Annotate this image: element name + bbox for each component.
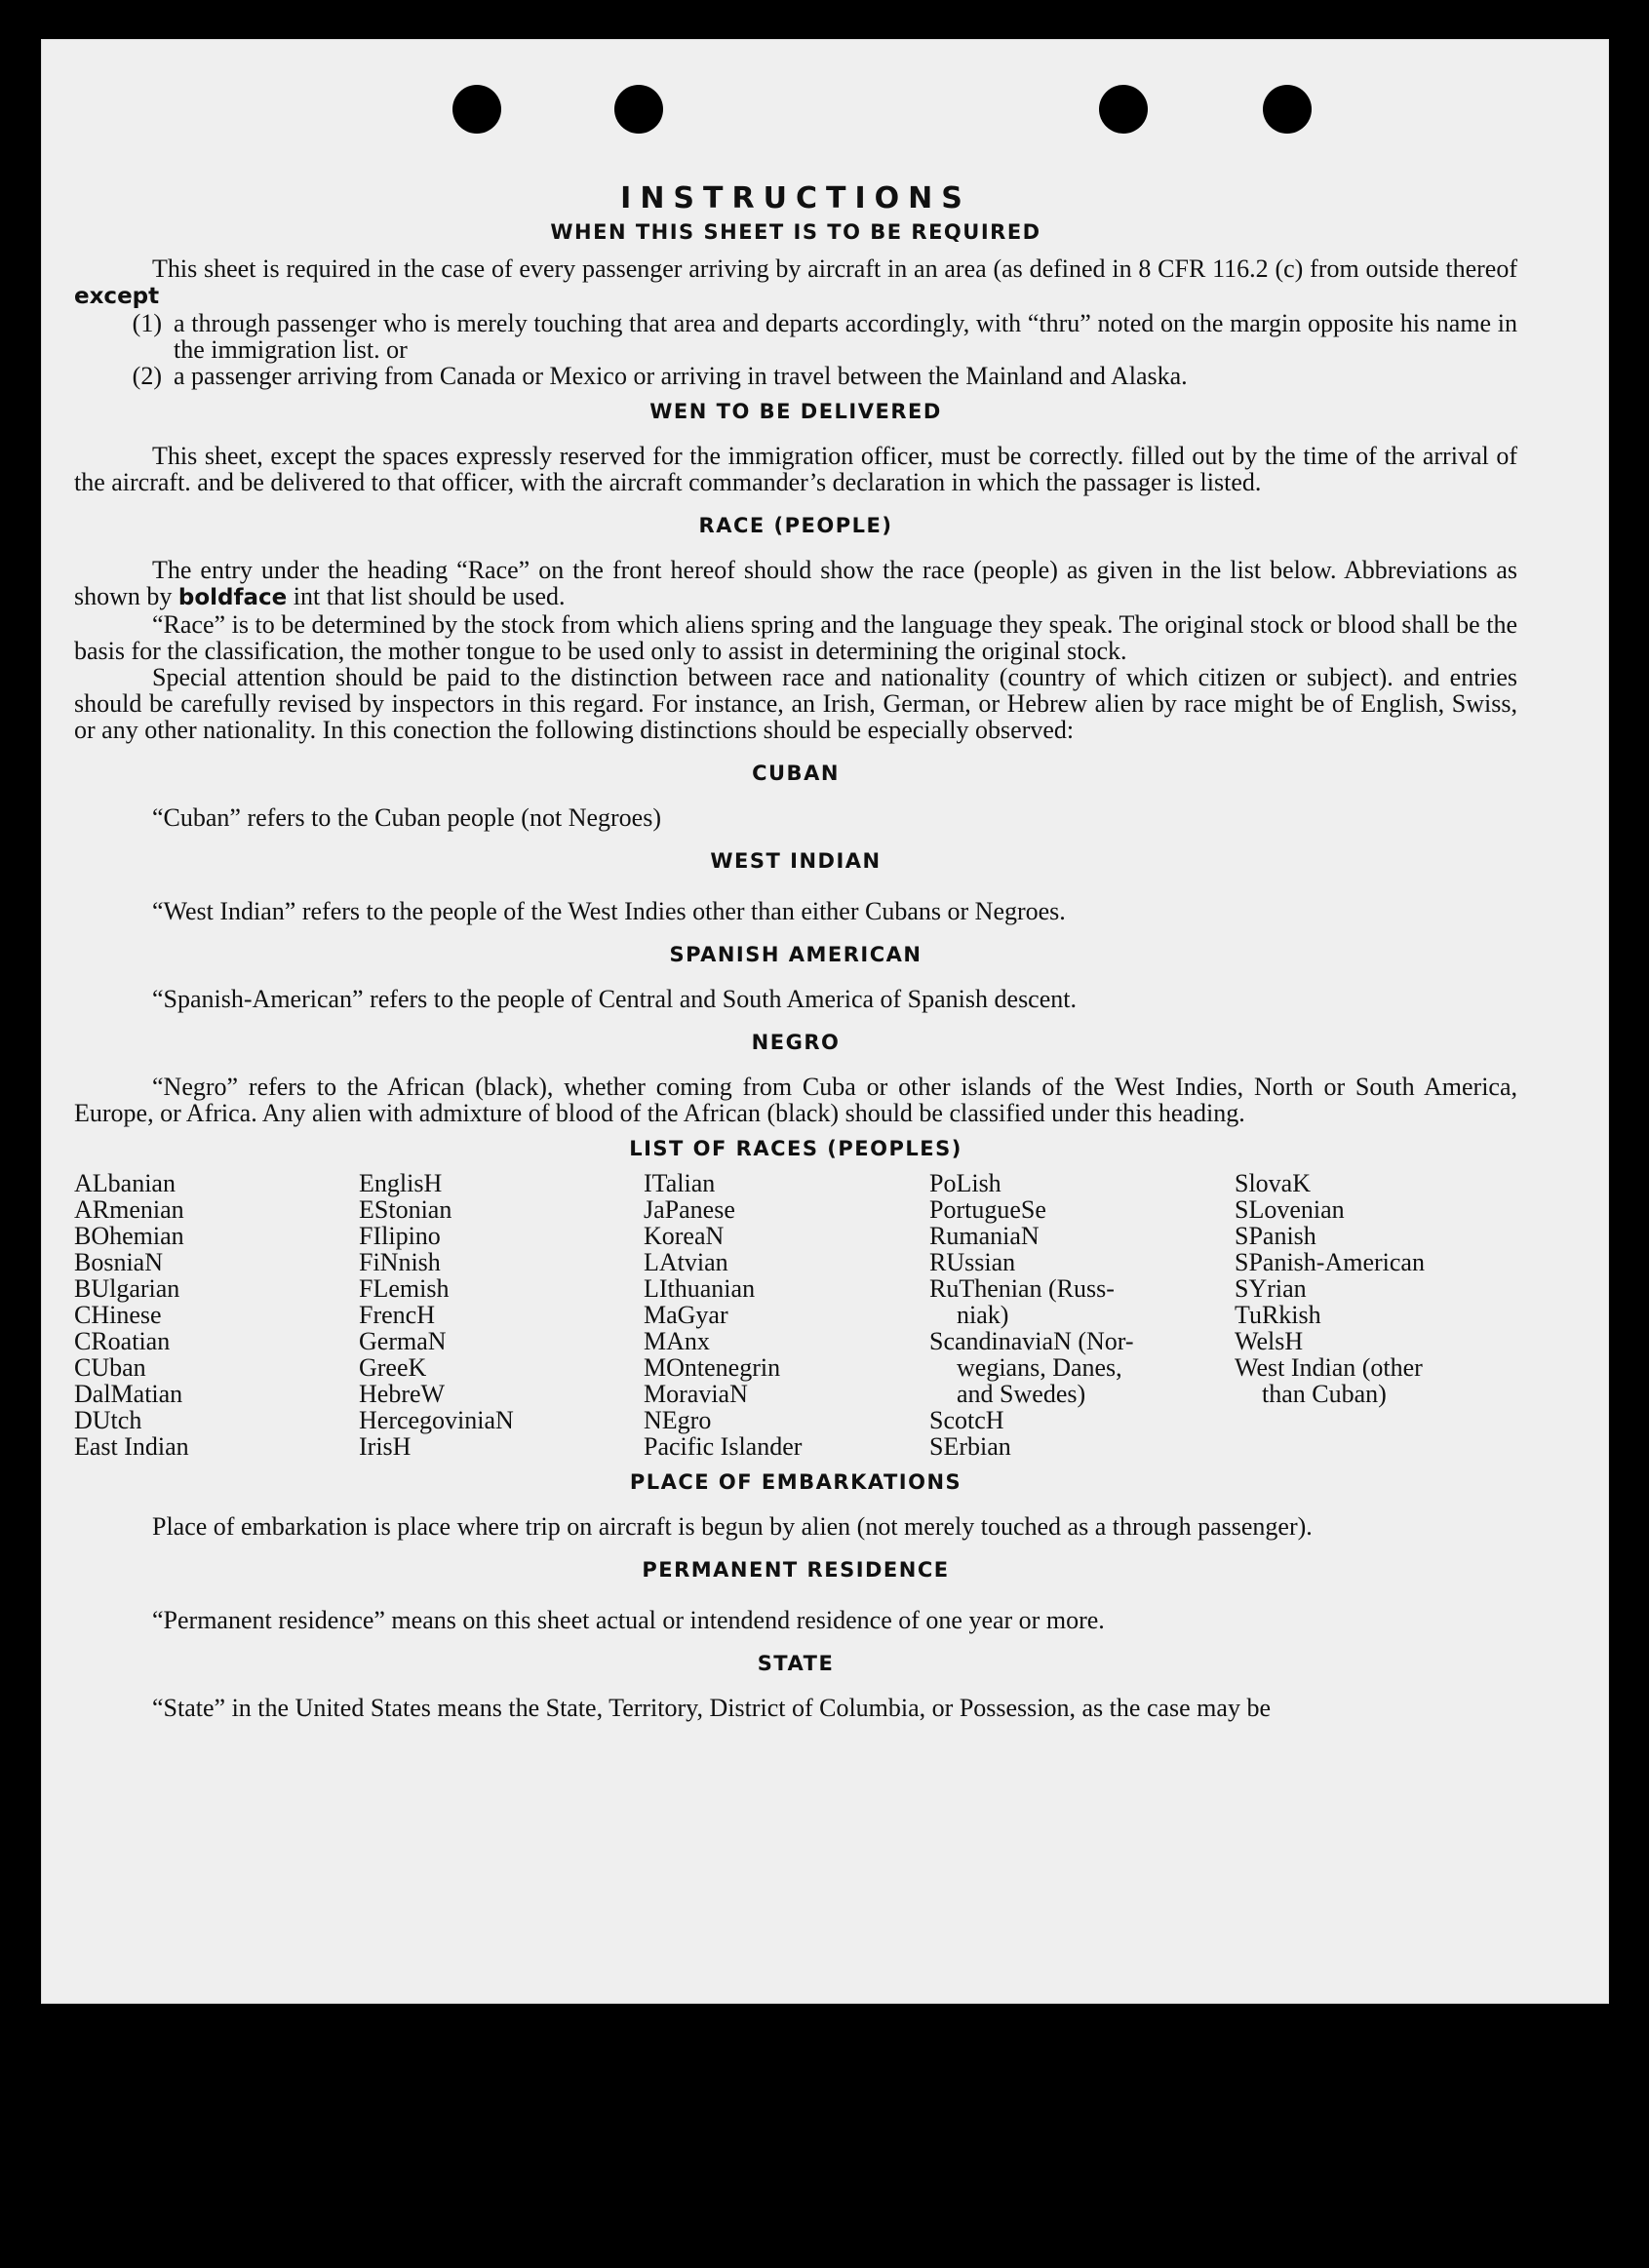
punch-hole xyxy=(1099,85,1148,134)
heading-west-indian: WEST INDIAN xyxy=(710,849,882,873)
heading-when-delivered: WEN TO BE DELIVERED xyxy=(649,400,942,423)
heading-cuban: CUBAN xyxy=(752,762,840,785)
list-item: SPanish xyxy=(1235,1222,1316,1250)
race-paragraph-2: “Race” is to be determined by the stock from which aliens spring and the language they speak. The original stock or blood shall be the basis for the classification, the mother tongue to be used only to assist in determining the original stock. xyxy=(74,610,1517,665)
list-item: FIlipino xyxy=(359,1222,441,1250)
list-item: BUlgarian xyxy=(74,1274,180,1303)
punch-hole xyxy=(614,85,663,134)
negro-text: “Negro” refers to the African (black), whether coming from Cuba or other islands of the West Indies, North or South America, Europe, or Africa. Any alien with admixture of blood of the African (black) should be classified under this heading. xyxy=(74,1073,1517,1127)
list-item: EnglisH xyxy=(359,1169,443,1197)
list-item: ScotcH xyxy=(929,1406,1004,1434)
list-item: SlovaK xyxy=(1235,1169,1311,1197)
west-indian-text: “West Indian” refers to the people of the West Indies other than either Cubans or Negroes. xyxy=(152,897,1066,925)
heading-negro: NEGRO xyxy=(751,1031,841,1054)
heading-state: STATE xyxy=(757,1652,835,1675)
list-item: LAtvian xyxy=(644,1248,728,1276)
list-item: MaGyar xyxy=(644,1301,728,1329)
list-item: (2) a passenger arriving from Canada or Mexico or arriving in travel between the Mainland and Alaska. xyxy=(132,362,1188,390)
heading-spanish-american: SPANISH AMERICAN xyxy=(669,943,923,966)
race-paragraph-1: The entry under the heading “Race” on the front hereof should show the race (people) as given in the list below. Abbreviations as shown by boldface int that list should be used. xyxy=(74,556,1517,610)
heading-embarkation: PLACE OF EMBARKATIONS xyxy=(629,1470,962,1494)
list-item: BOhemian xyxy=(74,1222,184,1250)
list-item: ARmenian xyxy=(74,1195,184,1224)
list-item: ITalian xyxy=(644,1169,716,1197)
list-item: MAnx xyxy=(644,1327,710,1355)
list-item: CHinese xyxy=(74,1301,162,1329)
list-item: GermaN xyxy=(359,1327,447,1355)
list-item: GreeK xyxy=(359,1353,427,1382)
heading-permanent-residence: PERMANENT RESIDENCE xyxy=(642,1558,950,1582)
list-item: MoraviaN xyxy=(644,1380,748,1408)
list-item: ScandinaviaN (Nor- xyxy=(929,1327,1134,1355)
list-item: RumaniaN xyxy=(929,1222,1040,1250)
cuban-text: “Cuban” refers to the Cuban people (not Negroes) xyxy=(152,803,661,832)
permanent-residence-text: “Permanent residence” means on this sheet actual or intendend residence of one year or more. xyxy=(152,1606,1105,1634)
list-item: DalMatian xyxy=(74,1380,183,1408)
page-title: INSTRUCTIONS xyxy=(620,181,971,215)
list-item: niak) xyxy=(957,1301,1009,1329)
heading-list-of-races: LIST OF RACES (PEOPLES) xyxy=(629,1137,962,1160)
list-item: TuRkish xyxy=(1235,1301,1321,1329)
when-required-intro: This sheet is required in the case of every passenger arriving by aircraft in an area (as defined in 8 CFR 116.2 (c) from outside thereof except xyxy=(74,254,1517,309)
state-text: “State” in the United States means the State, Territory, District of Columbia, or Possession, as the case may be xyxy=(152,1694,1271,1722)
list-item: JaPanese xyxy=(644,1195,735,1224)
list-item: EStonian xyxy=(359,1195,452,1224)
list-item: SPanish-American xyxy=(1235,1248,1425,1276)
list-item: RUssian xyxy=(929,1248,1016,1276)
when-delivered-text: This sheet, except the spaces expressly reserved for the immigration officer, must be correctly. filled out by the time of the arrival of the aircraft. and be delivered to that officer, with the aircraft commander’s declaration in which the passager is listed. xyxy=(74,442,1517,496)
races-column xyxy=(359,1170,644,1460)
list-item: WelsH xyxy=(1235,1327,1304,1355)
list-item: SErbian xyxy=(929,1432,1011,1461)
list-item: HebreW xyxy=(359,1380,446,1408)
list-item: DUtch xyxy=(74,1406,142,1434)
spanish-american-text: “Spanish-American” refers to the people of Central and South America of Spanish descent. xyxy=(152,985,1077,1013)
list-item: than Cuban) xyxy=(1262,1380,1387,1408)
list-item: FiNnish xyxy=(359,1248,441,1276)
races-list xyxy=(74,1170,1517,1460)
document-body xyxy=(74,181,1517,1722)
except-bold: except xyxy=(74,284,160,309)
list-item: LIthuanian xyxy=(644,1274,756,1303)
punch-hole xyxy=(1263,85,1312,134)
races-column xyxy=(929,1170,1235,1460)
list-item: SYrian xyxy=(1235,1274,1307,1303)
list-item: NEgro xyxy=(644,1406,712,1434)
list-item: East Indian xyxy=(74,1432,189,1461)
list-item: HercegoviniaN xyxy=(359,1406,514,1434)
list-item: wegians, Danes, xyxy=(957,1353,1122,1382)
list-item: SLovenian xyxy=(1235,1195,1345,1224)
list-item: ALbanian xyxy=(74,1169,176,1197)
list-item: West Indian (other xyxy=(1235,1353,1423,1382)
list-item: KoreaN xyxy=(644,1222,725,1250)
races-column xyxy=(1235,1170,1517,1460)
races-column xyxy=(644,1170,929,1460)
boldface-bold: boldface xyxy=(177,585,288,610)
document-page xyxy=(41,39,1609,2004)
heading-when-required: WHEN THIS SHEET IS TO BE REQUIRED xyxy=(550,220,1041,244)
race-paragraph-3: Special attention should be paid to the distinction between race and nationality (country of which citizen or subject). and entries should be carefully revised by inspectors in this regard. For instance, an Irish, German, or Hebrew alien by race might be of English, Swiss, or any other nationality. In this conection the following distinctions should be especially observed: xyxy=(74,663,1517,744)
list-item: CRoatian xyxy=(74,1327,171,1355)
list-item: FLemish xyxy=(359,1274,450,1303)
heading-race: RACE (PEOPLE) xyxy=(698,514,893,537)
list-item: IrisH xyxy=(359,1432,412,1461)
list-item: RuThenian (Russ- xyxy=(929,1274,1115,1303)
list-item: and Swedes) xyxy=(957,1380,1086,1408)
list-item: BosniaN xyxy=(74,1248,163,1276)
embarkation-text: Place of embarkation is place where trip on aircraft is begun by alien (not merely touched as a through passenger). xyxy=(152,1512,1313,1541)
list-item: (1) a through passenger who is merely touching that area and departs accordingly, with “thru” noted on the margin opposite his name in the immigration list. or xyxy=(132,309,1517,364)
list-item: MOntenegrin xyxy=(644,1353,781,1382)
races-column xyxy=(74,1170,359,1460)
list-item: Pacific Islander xyxy=(644,1432,803,1461)
list-item: CUban xyxy=(74,1353,146,1382)
punch-hole xyxy=(452,85,501,134)
list-item: PoLish xyxy=(929,1169,1001,1197)
list-item: FrencH xyxy=(359,1301,435,1329)
list-item: PortugueSe xyxy=(929,1195,1046,1224)
